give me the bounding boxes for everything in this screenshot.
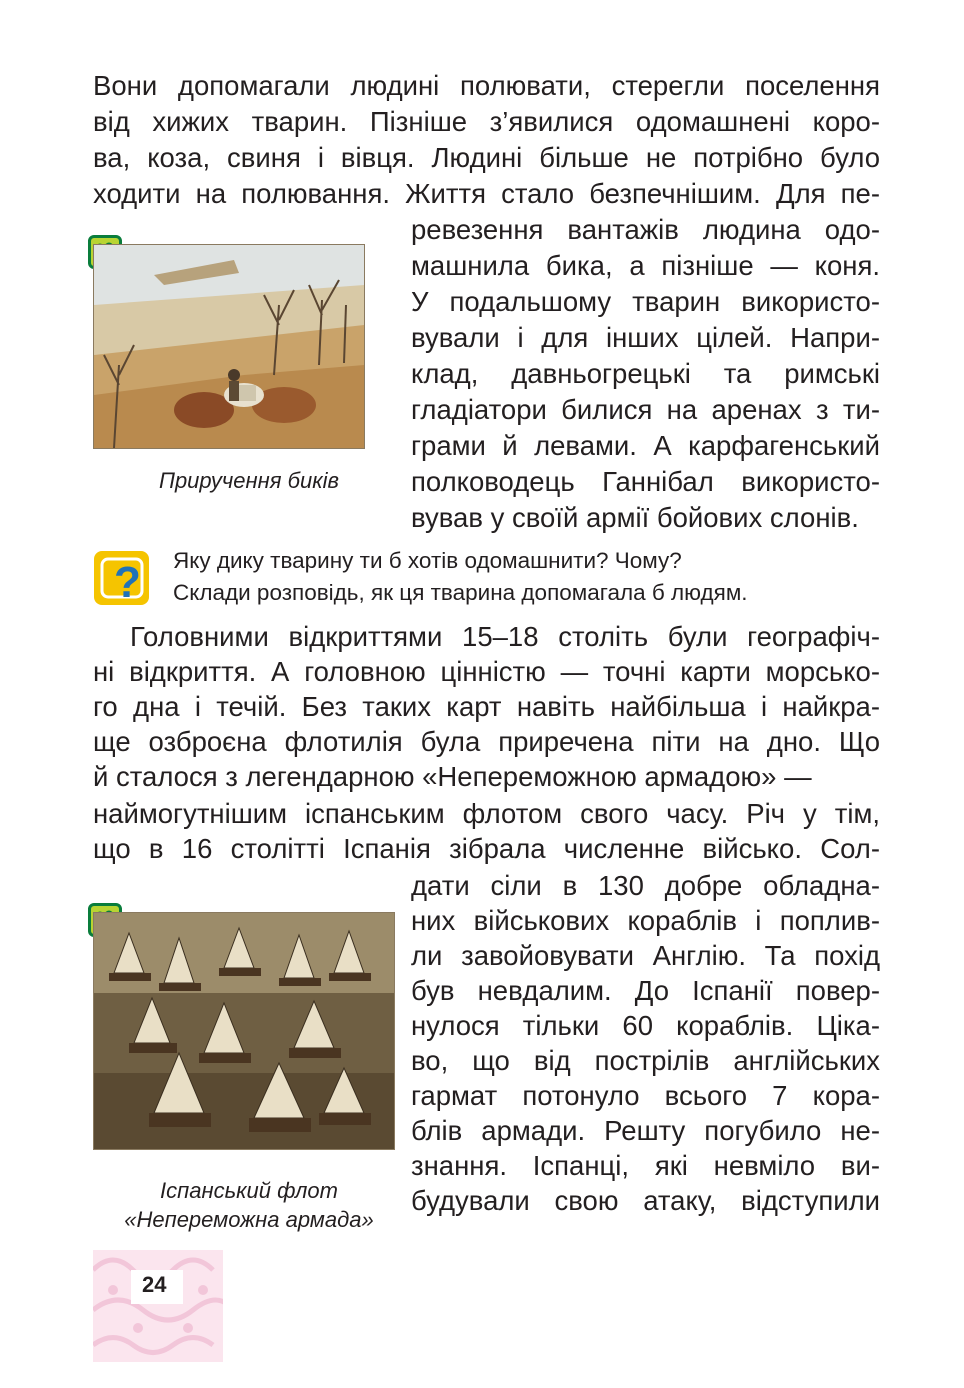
text-line: ходити на полювання. Життя стало безпечнішим. Для пе- bbox=[93, 178, 880, 209]
question-line-1: Яку дику тварину ти б хотів одомашнити? Чому? bbox=[173, 548, 682, 573]
text-line: будували свою атаку, відступили bbox=[411, 1185, 880, 1216]
text-line: гармат потонуло всього 7 кора- bbox=[411, 1080, 880, 1111]
page-number: 24 bbox=[142, 1272, 167, 1297]
text-line: знання. Іспанці, які невміло ви- bbox=[411, 1150, 880, 1181]
figure-2-caption-line-1: Іспанський флот bbox=[160, 1178, 338, 1203]
text-line: від хижих тварин. Пізніше з’явилися одомашнені коро- bbox=[93, 106, 880, 137]
text-line: Головними відкриттями 15–18 століть були географіч- bbox=[130, 621, 880, 652]
text-line: гладіатори билися на аренах з ти- bbox=[411, 394, 880, 425]
text-line: що в 16 столітті Іспанія зібрала численне військо. Сол- bbox=[93, 833, 880, 864]
figure-2-caption-line-2: «Непереможна армада» bbox=[124, 1207, 374, 1232]
text-line: ще озброєна флотилія була приречена піти на дно. Що bbox=[93, 726, 880, 757]
text-line: них військових кораблів і поплив- bbox=[411, 905, 880, 936]
text-line: машнила бика, а пізніше — коня. bbox=[411, 250, 880, 281]
text-line: го дна і течій. Без таких карт навіть найбільша і найкра- bbox=[93, 691, 880, 722]
text-line: вували і для інших цілей. Напри- bbox=[411, 322, 880, 353]
question-mark-icon bbox=[94, 551, 149, 605]
figure-1-caption: Приручення биків bbox=[159, 468, 339, 493]
oxen-domestication-illustration bbox=[93, 244, 365, 449]
text-line: нулося тільки 60 кораблів. Ціка- bbox=[411, 1010, 880, 1041]
text-line: дати сіли в 130 добре обладна- bbox=[411, 870, 880, 901]
spanish-armada-painting bbox=[93, 912, 395, 1150]
text-line: грами й левами. А карфагенський bbox=[411, 430, 880, 461]
text-line: наймогутнішим іспанським флотом свого часу. Річ у тім, bbox=[93, 798, 880, 829]
text-line: ревезення вантажів людина одо- bbox=[411, 214, 880, 245]
text-line: вував у своїй армії бойових слонів. bbox=[411, 502, 859, 533]
text-line: блів армади. Решту погубило не- bbox=[411, 1115, 880, 1146]
text-line: У подальшому тварин використо- bbox=[411, 286, 880, 317]
text-line: ні відкриття. А головною цінністю — точні карти морсько- bbox=[93, 656, 880, 687]
text-line: клад, давньогрецькі та римські bbox=[411, 358, 880, 389]
text-line: ли завойовувати Англію. Та похід bbox=[411, 940, 880, 971]
text-line: Вони допомагали людині полювати, стерегли поселення bbox=[93, 70, 880, 101]
text-line: во, що від пострілів англійських bbox=[411, 1045, 880, 1076]
text-line: був невдалим. До Іспанії повер- bbox=[411, 975, 880, 1006]
text-line: полководець Ганнібал використо- bbox=[411, 466, 880, 497]
question-line-2: Склади розповідь, як ця тварина допомагала б людям. bbox=[173, 580, 748, 605]
decorative-ornament bbox=[93, 1250, 223, 1362]
svg-text:?: ? bbox=[114, 558, 141, 605]
text-line: й сталося з легендарною «Непереможною армадою» — bbox=[93, 761, 812, 792]
text-line: ва, коза, свиня і вівця. Людині більше не потрібно було bbox=[93, 142, 880, 173]
